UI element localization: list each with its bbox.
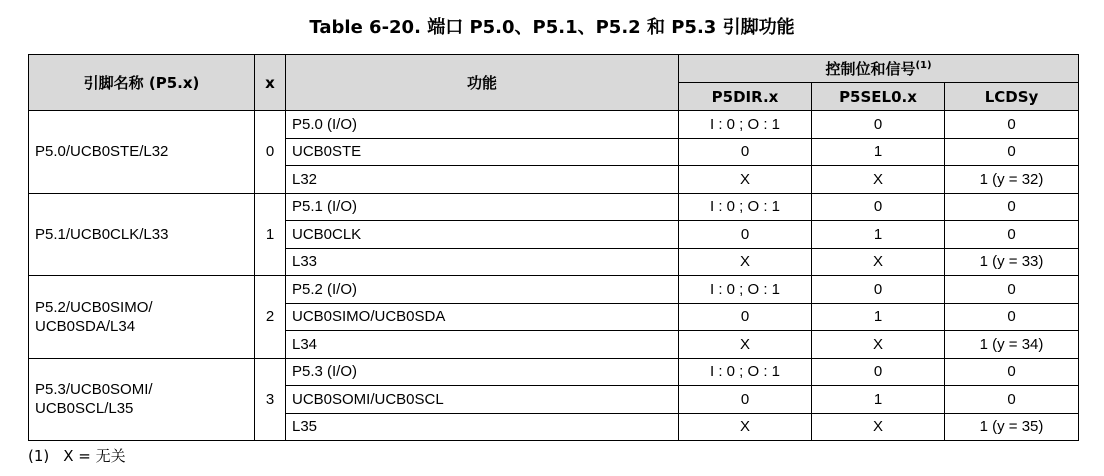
pin-name-cell: P5.0/UCB0STE/L32 (29, 111, 255, 194)
pin-x-cell: 0 (255, 111, 286, 194)
header-pin-name: 引脚名称 (P5.x) (29, 55, 255, 111)
p5sel0-cell: X (812, 248, 945, 276)
p5dir-cell: 0 (679, 221, 812, 249)
function-cell: UCB0CLK (286, 221, 679, 249)
header-control-group-label: 控制位和信号 (825, 60, 916, 78)
p5sel0-cell: 0 (812, 193, 945, 221)
p5sel0-cell: 0 (812, 276, 945, 304)
p5dir-cell: I : 0 ; O : 1 (679, 111, 812, 139)
pin-name-cell (29, 276, 255, 359)
function-cell: UCB0SIMO/UCB0SDA (286, 303, 679, 331)
p5dir-cell: X (679, 248, 812, 276)
pin-x-cell: 2 (255, 276, 286, 359)
header-p5dir: P5DIR.x (679, 83, 812, 111)
pin-x-cell: 1 (255, 193, 286, 276)
p5sel0-cell: 1 (812, 386, 945, 414)
pin-name-line: P5.2/UCB0SIMO/ (35, 298, 153, 316)
header-x: x (255, 55, 286, 111)
lcdsy-cell: 0 (945, 193, 1079, 221)
p5sel0-cell: 1 (812, 138, 945, 166)
table-title: Table 6-20. 端口 P5.0、P5.1、P5.2 和 P5.3 引脚功能 (309, 17, 795, 38)
lcdsy-cell: 0 (945, 276, 1079, 304)
p5sel0-cell: 0 (812, 111, 945, 139)
p5sel0-cell: X (812, 413, 945, 441)
lcdsy-cell: 1 (y = 32) (945, 166, 1079, 194)
table-row (29, 111, 1079, 139)
pin-name-cell: P5.1/UCB0CLK/L33 (29, 193, 255, 276)
table-row (29, 276, 1079, 304)
function-cell: P5.0 (I/O) (286, 111, 679, 139)
pin-name-line: P5.3/UCB0SOMI/ (35, 381, 153, 399)
table-row (29, 193, 1079, 221)
footnote-number: (1) (28, 447, 50, 465)
function-cell: UCB0SOMI/UCB0SCL (286, 386, 679, 414)
p5dir-cell: 0 (679, 138, 812, 166)
p5dir-cell: I : 0 ; O : 1 (679, 276, 812, 304)
p5dir-cell: X (679, 413, 812, 441)
function-cell: P5.3 (I/O) (286, 358, 679, 386)
pin-x-cell: 3 (255, 358, 286, 441)
header-p5sel0: P5SEL0.x (812, 83, 945, 111)
p5sel0-cell: 0 (812, 358, 945, 386)
header-control-group (679, 55, 1079, 83)
function-cell: L35 (286, 413, 679, 441)
function-cell: L33 (286, 248, 679, 276)
lcdsy-cell: 0 (945, 386, 1079, 414)
p5dir-cell: I : 0 ; O : 1 (679, 193, 812, 221)
function-cell: L34 (286, 331, 679, 359)
header-function: 功能 (286, 55, 679, 111)
pin-name-line: UCB0SDA/L34 (35, 317, 136, 335)
table-row (29, 358, 1079, 386)
lcdsy-cell: 1 (y = 33) (945, 248, 1079, 276)
lcdsy-cell: 1 (y = 34) (945, 331, 1079, 359)
function-cell: P5.1 (I/O) (286, 193, 679, 221)
lcdsy-cell: 0 (945, 138, 1079, 166)
lcdsy-cell: 0 (945, 111, 1079, 139)
lcdsy-cell: 0 (945, 358, 1079, 386)
pin-name-line: UCB0SCL/L35 (35, 400, 134, 418)
footnote-ref[interactable]: (1) (915, 60, 932, 71)
p5dir-cell: X (679, 331, 812, 359)
pin-name-cell (29, 358, 255, 441)
p5sel0-cell: 1 (812, 221, 945, 249)
p5dir-cell: 0 (679, 386, 812, 414)
p5sel0-cell: X (812, 166, 945, 194)
pin-function-table (28, 54, 1079, 441)
lcdsy-cell: 1 (y = 35) (945, 413, 1079, 441)
p5dir-cell: X (679, 166, 812, 194)
function-cell: L32 (286, 166, 679, 194)
footnote (28, 446, 126, 466)
p5sel0-cell: X (812, 331, 945, 359)
p5sel0-cell: 1 (812, 303, 945, 331)
function-cell: P5.2 (I/O) (286, 276, 679, 304)
function-cell: UCB0STE (286, 138, 679, 166)
p5dir-cell: 0 (679, 303, 812, 331)
p5dir-cell: I : 0 ; O : 1 (679, 358, 812, 386)
footnote-text: X = 无关 (63, 447, 126, 465)
header-lcdsy: LCDSy (945, 83, 1079, 111)
lcdsy-cell: 0 (945, 221, 1079, 249)
lcdsy-cell: 0 (945, 303, 1079, 331)
